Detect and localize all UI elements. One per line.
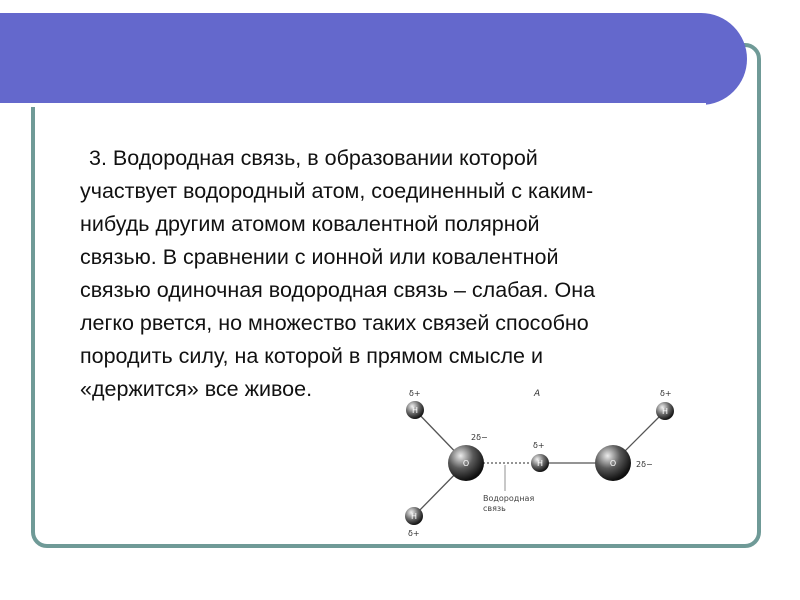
charge-label: 2δ− <box>471 433 488 442</box>
atom-letter: O <box>609 459 617 468</box>
text-line: породить силу, на которой в прямом смысле и <box>80 344 543 368</box>
diagram-panel-letter: A <box>534 389 541 399</box>
charge-label: 2δ− <box>636 460 653 469</box>
text-line: нибудь другим атомом ковалентной полярной <box>80 212 540 236</box>
atom-letter: H <box>410 512 418 521</box>
charge-label: δ+ <box>533 441 545 450</box>
atom-letter: H <box>661 407 669 416</box>
text-line: связью одиночная водородная связь – слабая. Она <box>80 278 596 302</box>
text-line: 3. Водородная связь, в образовании которой <box>89 146 538 170</box>
slide-body-text <box>80 142 730 406</box>
banner-underline <box>0 103 706 107</box>
text-line: легко рвется, но множество таких связей способно <box>80 311 589 335</box>
atom-letter: O <box>462 459 470 468</box>
charge-label: δ+ <box>660 389 672 398</box>
atom-letter: H <box>536 459 544 468</box>
title-banner <box>0 13 747 105</box>
atom-letter: H <box>411 406 419 415</box>
text-line: связью. В сравнении с ионной или ковалентной <box>80 245 559 269</box>
hydrogen-bond-label: Водородная <box>483 494 535 503</box>
hydrogen-bond-diagram <box>393 379 688 543</box>
hydrogen-bond-label: связь <box>483 504 506 513</box>
charge-label: δ+ <box>409 389 421 398</box>
text-line: участвует водородный атом, соединенный с каким- <box>80 179 594 203</box>
text-line: «держится» все живое. <box>80 377 313 401</box>
charge-label: δ+ <box>408 529 420 538</box>
